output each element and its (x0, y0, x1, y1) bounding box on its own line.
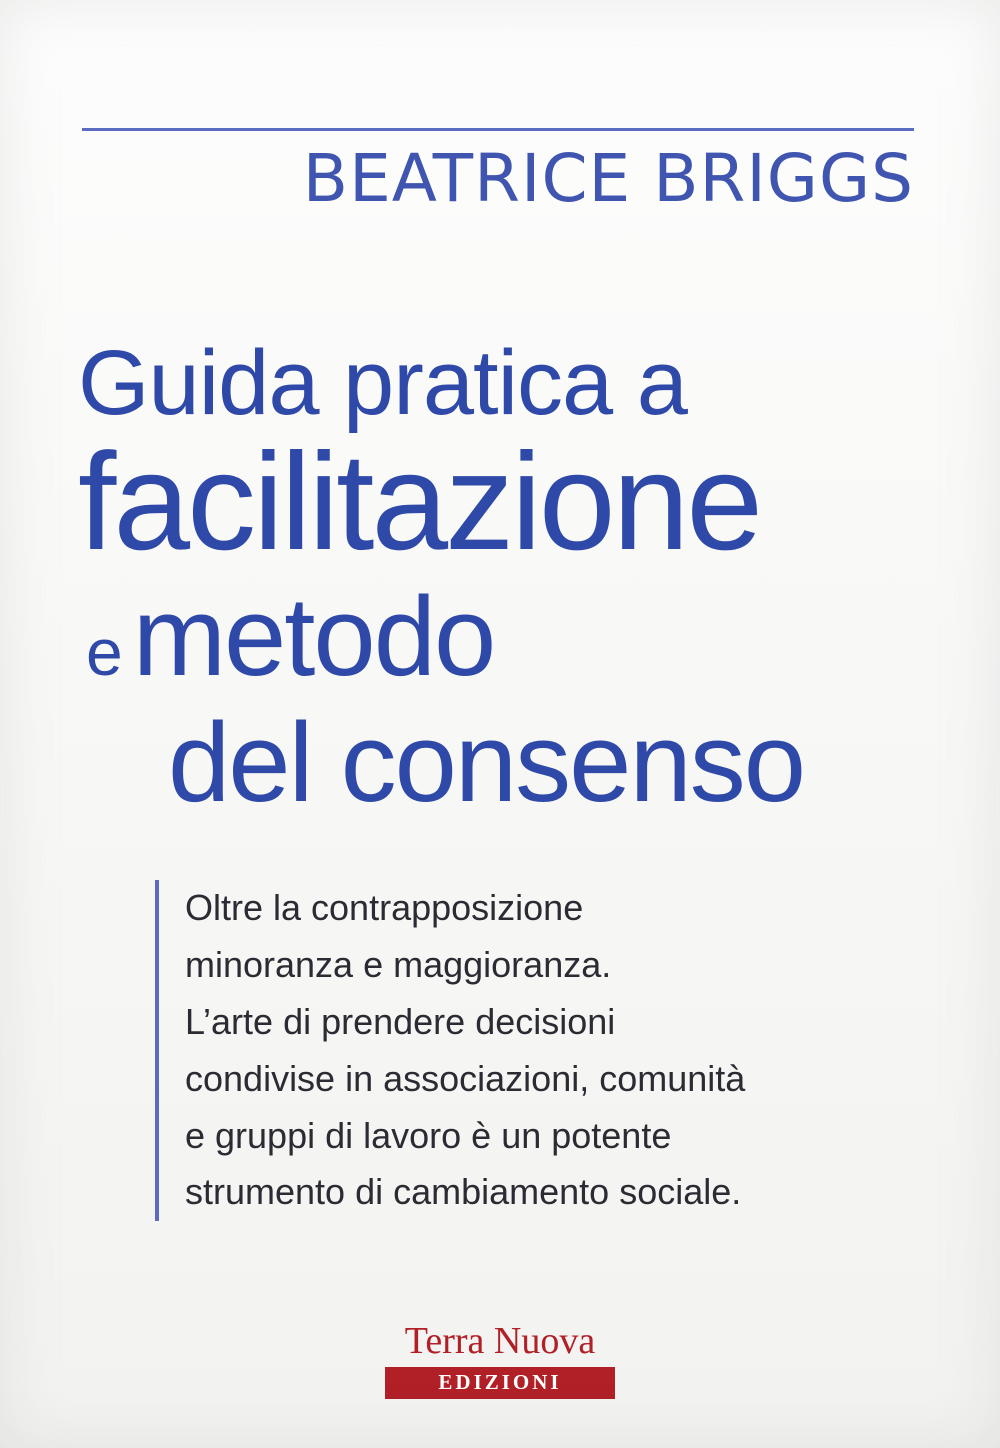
title-line-4: del consenso (168, 700, 805, 826)
subtitle-line: Oltre la contrapposizione (185, 887, 584, 928)
title-line-3 (86, 574, 948, 700)
book-title (78, 332, 948, 826)
subtitle-block (155, 880, 915, 1221)
title-line-1: Guida pratica a (78, 332, 687, 434)
subtitle-line: strumento di cambiamento sociale. (185, 1171, 742, 1213)
top-rule-divider (82, 128, 914, 131)
subtitle-line: e gruppi di lavoro è un potente (185, 1114, 672, 1156)
publisher-logo (385, 1322, 615, 1399)
subtitle-accent-bar (155, 880, 159, 1221)
publisher-name: Terra Nuova (404, 1320, 596, 1362)
publisher-badge: EDIZIONI (385, 1367, 615, 1399)
author-name: BEATRICE BRIGGS (302, 140, 914, 217)
title-line-2: facilitazione (78, 425, 761, 580)
subtitle-line: condivise in associazioni, comunità (185, 1057, 746, 1099)
title-conjunction-e: e (86, 615, 121, 690)
subtitle-line: L’arte di prendere decisioni (185, 1000, 616, 1042)
title-line-3-main: metodo (132, 574, 495, 700)
subtitle-line: minoranza e maggioranza. (185, 943, 612, 985)
subtitle-text (185, 880, 745, 1221)
